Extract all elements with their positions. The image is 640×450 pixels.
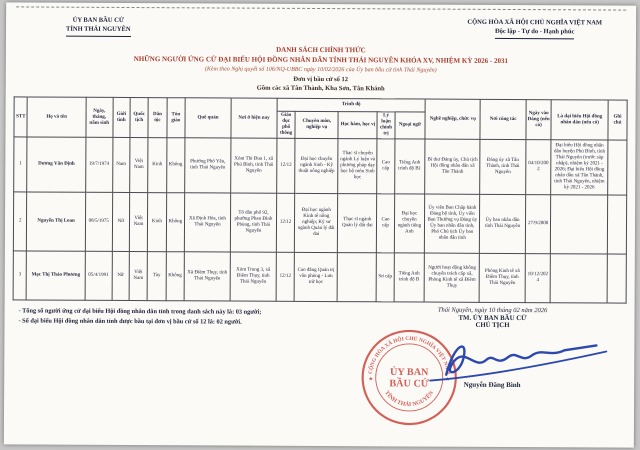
cell-gender: Nam (112, 137, 129, 192)
constituency-number: Đơn vị bầu cử số 12 (293, 75, 349, 83)
issuer-province: TỈNH THÁI NGUYÊN (66, 25, 131, 36)
col-header-name: Họ và tên (27, 97, 85, 137)
cell-religion: Không (166, 193, 185, 252)
stamp-star-right-icon: ★ (444, 376, 451, 383)
col-header-degree: Học hàm, học vị (338, 112, 377, 139)
col-header-occupation: Nghề nghiệp, chức vụ (425, 99, 480, 139)
cell-degree: Thạc sĩ chuyên ngành Lý luận và phương pháp dạy học bộ môn Sinh học (338, 139, 378, 194)
document-footer (12, 304, 627, 407)
col-header-note: Ghi chú (608, 100, 627, 140)
cell-nationality: Việt Nam (129, 251, 148, 300)
cell-politics: Cao cấp (377, 194, 394, 253)
stamp-center-line2: BẦU CỬ (389, 378, 429, 390)
cell-workplace: Đảng ủy xã Tân Thành, tỉnh Thái Nguyên (480, 139, 526, 194)
cell-hometown: Phường Phổ Yên, tỉnh Thái Nguyên (185, 138, 231, 193)
place-and-date: Thái Nguyên, ngày 10 tháng 02 năm 2026 (437, 306, 548, 315)
cell-gender: Nữ (112, 251, 129, 300)
signature-block (366, 306, 618, 409)
col-header-workplace: Nơi công tác (480, 100, 526, 140)
scan-artifact-line (16, 6, 626, 10)
issuing-authority-block (66, 17, 131, 37)
cell-delegate: Đại biểu Hội đồng nhân dân huyện Phú Bình, tỉnh Thái Nguyên (trước sáp nhập), nhiệm kỳ 2021 - 2026; Đại biểu Hội đồng nhân dân xã Tân Thành, tỉnh Thái Nguyên, nhiệm kỳ 2021 - 2026 (551, 140, 608, 195)
cell-note (607, 195, 626, 254)
cell-name: Nguyễn Thị Loan (27, 192, 86, 251)
candidate-row (14, 137, 627, 195)
col-header-dob: Ngày, tháng, năm sinh (86, 98, 113, 138)
col-header-stt: STT (14, 97, 28, 137)
cell-politics: Sơ cấp (377, 253, 394, 302)
col-header-hometown: Quê quán (185, 98, 231, 138)
col-header-language: Ngoại ngữ (395, 112, 426, 139)
cell-education: 12/12 (276, 193, 295, 252)
cell-education: 12/12 (277, 138, 296, 193)
cell-workplace: Ủy ban nhân dân tỉnh Thái Nguyên (480, 194, 526, 253)
national-title: CỘNG HÒA XÃ HỘI CHỦ NGHĨA VIỆT NAM (467, 18, 603, 27)
document-title-block (14, 43, 628, 95)
cell-religion: Không (166, 138, 185, 193)
cell-hometown: Xã Định Hóa, tỉnh Thái Nguyên (184, 193, 230, 252)
col-header-politics: Lý luận chính trị (377, 112, 394, 139)
stamp-outer-bottom-text: TỈNH THÁI NGUYÊN (383, 389, 436, 409)
cell-name: Mạc Thị Thảo Phương (27, 251, 85, 300)
issuer-name: ỦY BAN BẦU CỬ (72, 16, 125, 24)
cell-occupation: Ủy viên Ban Chấp hành Đảng bộ tỉnh, Ủy viên Ban Thường vụ Đảng ủy Ủy ban nhân dân tỉnh, Phó Chủ tịch Ủy ban nhân dân tỉnh (425, 194, 480, 253)
col-header-delegate: Là đại biểu Hội đồng nhân dân (nếu có) (551, 100, 608, 140)
col-header-professional: Chuyên môn, nghiệp vụ (295, 112, 338, 139)
cell-party-date: 27/9/2000 (525, 195, 551, 254)
cell-ethnicity: Kinh (148, 193, 167, 252)
col-header-gender: Giới tính (113, 98, 130, 138)
summary-notes (18, 306, 261, 327)
cell-politics: Cao cấp (377, 139, 394, 194)
total-candidates-note: - Tổng số người ứng cử đại biểu Hội đồng nhân dân tỉnh trong danh sách này là: 03 người; (18, 307, 262, 316)
cell-language: Tiếng Anh trình độ B (394, 253, 425, 302)
cell-residence: Tổ dân phố 92, phường Phan Đình Phùng, tỉnh Thái Nguyên (230, 193, 276, 252)
national-motto: Độc lập - Tự do - Hạnh phúc (495, 28, 575, 39)
cell-degree (337, 253, 376, 302)
document-header (14, 16, 628, 39)
cell-occupation: Bí thư Đảng ủy, Chủ tịch Hội đồng nhân dân xã Tân Thành (425, 139, 480, 194)
cell-party-date: 10/12/2024 (525, 254, 551, 303)
stamp-center-line1: ỦY BAN (389, 366, 429, 379)
cell-degree: Thạc sĩ ngành Quản lý đất đai (338, 194, 378, 253)
stamp-star-left-icon: ★ (368, 376, 374, 383)
signer-name: Nguyễn Đăng Bình (463, 380, 521, 389)
cell-gender: Nữ (112, 192, 129, 251)
cell-language: Tiếng Anh trình độ B1 (394, 139, 425, 194)
cell-nationality: Việt Nam (130, 137, 149, 192)
cell-dob: 05/4/1991 (85, 251, 112, 300)
cell-name: Dương Văn Định (27, 137, 86, 192)
title-line2: NHỮNG NGƯỜI ỨNG CỬ ĐẠI BIỂU HỘI ĐỒNG NHÂN DÂN TỈNH THÁI NGUYÊN KHÓA XV, NHIỆM KỲ 2026 - 2031 (133, 55, 509, 66)
candidate-row (13, 192, 626, 254)
col-header-religion: Tôn giáo (167, 98, 186, 138)
cell-stt: 2 (13, 192, 27, 251)
cell-stt: 1 (14, 137, 28, 192)
title-line1: DANH SÁCH CHÍNH THỨC (276, 45, 366, 54)
cell-delegate (551, 195, 608, 254)
title-citation: (Kèm theo Nghị quyết số 106/NQ-UBBC ngày 10/02/2026 của Ủy ban bầu cử tỉnh Thái Nguyên) (204, 65, 437, 74)
signing-authority: TM. ỦY BAN BẦU CỬ (458, 314, 527, 323)
col-header-education: Giáo dục phổ thông (277, 112, 296, 139)
cell-residence: Xóm Trung 3, xã Điềm Thụy, tỉnh Thái Nguyên (230, 252, 276, 301)
cell-occupation: Người hoạt động không chuyên trách cấp xã, Phòng Kinh tế xã Điềm Thụy (424, 253, 479, 302)
cell-workplace: Phòng Kinh tế xã Điềm Thụy, tỉnh Thái Nguyên (479, 253, 525, 302)
stamp-outer-top-text: CỘNG HÒA XÃ HỘI CHỦ NGHĨA VIỆT NAM (367, 335, 451, 375)
cell-dob: 19/7/1974 (85, 137, 112, 192)
candidate-row (13, 251, 626, 303)
cell-nationality: Việt Nam (129, 192, 148, 251)
col-header-party-date: Ngày vào Đảng (nếu có) (526, 100, 552, 140)
cell-ethnicity: Tày (147, 252, 166, 301)
seats-note: - Số đại biểu Hội đồng nhân dân tỉnh được bầu tại đơn vị bầu cử số 12 là: 02 người. (18, 317, 242, 326)
cell-professional: Cao đẳng Quản trị văn phòng - Lưu trữ học (294, 252, 337, 301)
col-header-ethnicity: Dân tộc (148, 98, 167, 138)
cell-note (608, 140, 627, 195)
col-header-qualification-group: Trình độ (277, 99, 425, 113)
signer-title: CHỦ TỊCH (475, 321, 510, 329)
col-header-residence: Nơi ở hiện nay (231, 98, 277, 138)
cell-education: 12/12 (276, 252, 295, 301)
cell-stt: 3 (13, 251, 27, 300)
cell-delegate (551, 254, 608, 303)
cell-ethnicity: Kinh (148, 138, 167, 193)
cell-language: Đại học chuyên ngành tiếng Anh (394, 194, 425, 253)
constituency-communes: Gồm các xã Tân Thành, Kha Sơn, Tân Khánh (256, 84, 385, 93)
candidates-table (13, 97, 628, 304)
handwritten-signature (424, 326, 614, 391)
col-header-nationality: Quốc tịch (130, 98, 149, 138)
cell-professional: Đại học ngành Kinh tế nông nghiệp; Kỹ sư ngành Quản lý đất đai (295, 193, 338, 252)
cell-party-date: 04/10/2002 (525, 140, 551, 195)
cell-note (607, 254, 626, 303)
document-page (4, 2, 636, 447)
cell-religion: Không (166, 252, 185, 301)
cell-dob: 08/5/1975 (85, 192, 112, 251)
national-header-block (467, 19, 602, 39)
cell-professional: Đại học chuyên ngành Sinh - Kỹ thuật nông nghiệp (295, 138, 338, 193)
cell-hometown: Xã Điềm Thụy, tỉnh Thái Nguyên (184, 252, 230, 301)
cell-residence: Xóm Thi Đua 1, xã Phú Bình, tỉnh Thái Nguyên (231, 138, 277, 193)
